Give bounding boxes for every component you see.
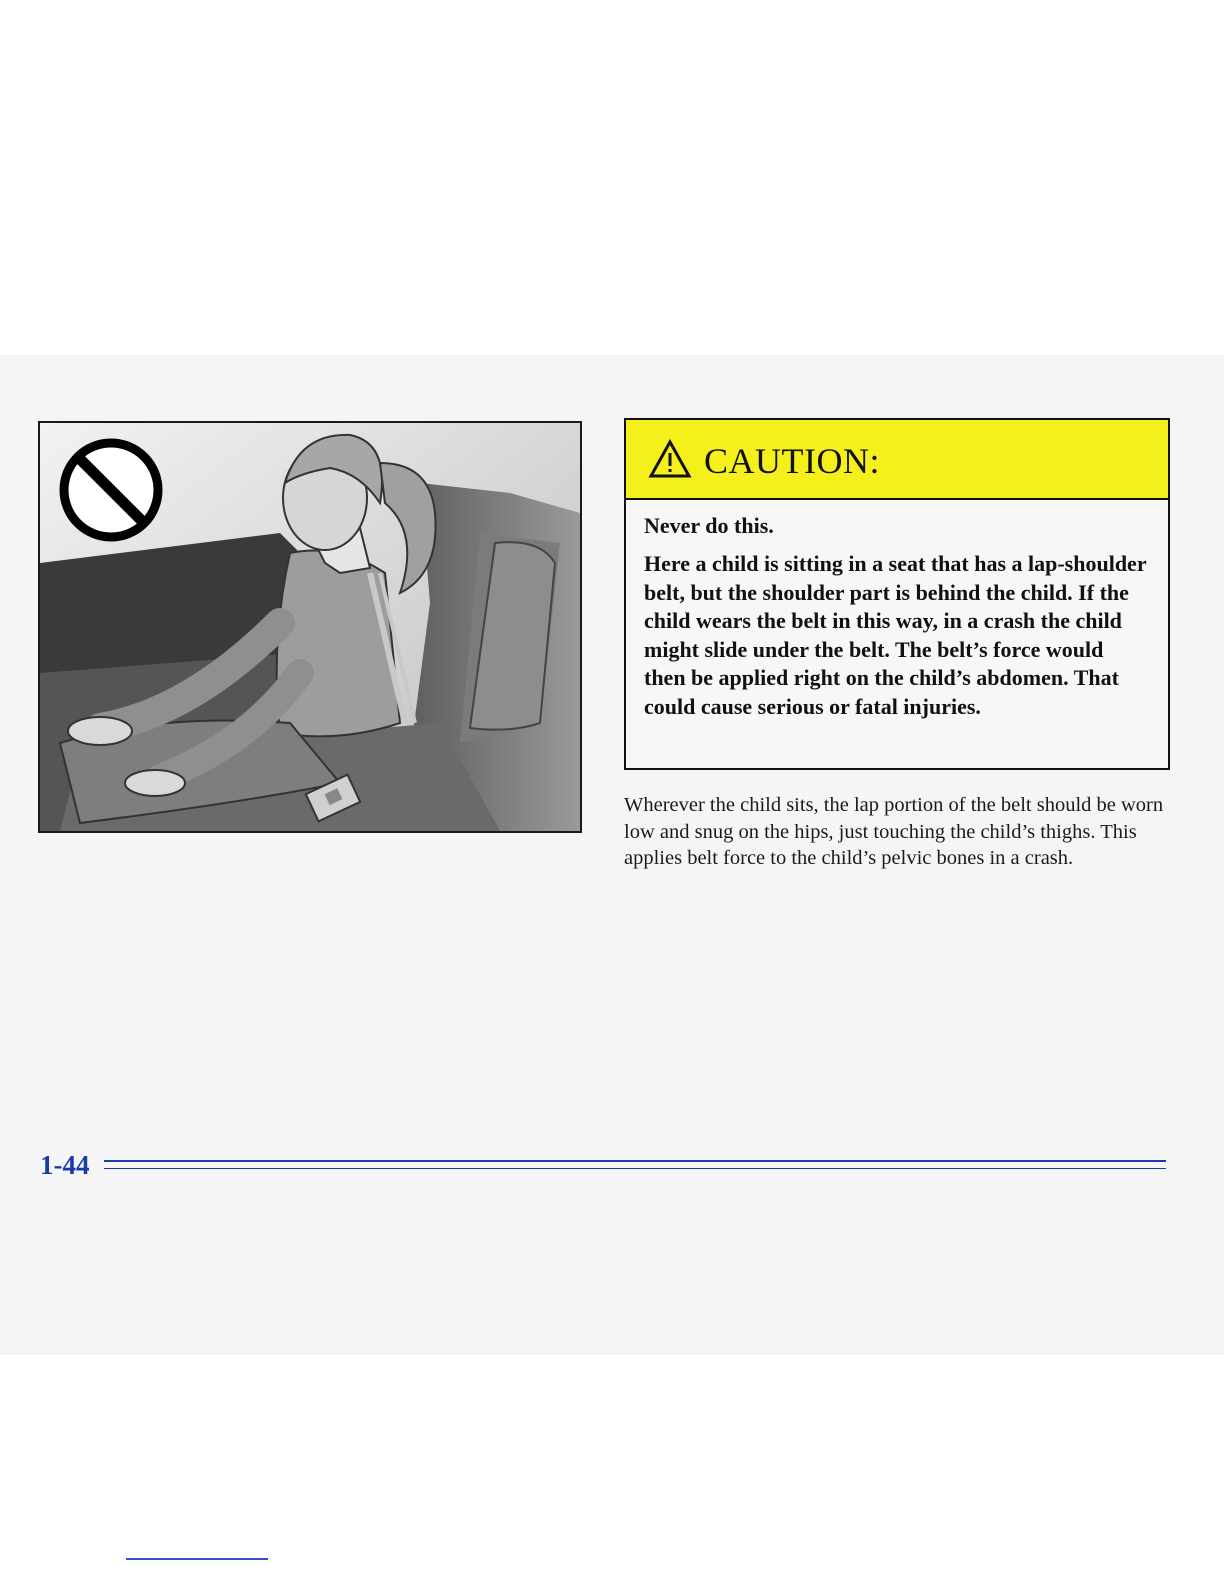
warning-triangle-icon xyxy=(648,439,692,479)
page-number: 1-44 xyxy=(40,1150,90,1180)
body-paragraph: Wherever the child sits, the lap portion of the belt should be worn low and snug on the hips, just touching the child’s thighs. This applies belt force to the child’s pelvic bones in a crash. xyxy=(624,794,1164,869)
caution-lead: Never do this. xyxy=(644,513,774,538)
child-seat-illustration xyxy=(38,421,582,833)
footer-rule-bottom xyxy=(104,1168,1166,1169)
caution-box xyxy=(624,418,1170,770)
caution-body xyxy=(626,500,1168,721)
caution-text: Here a child is sitting in a seat that has a lap-shoulder belt, but the shoulder part is behind the child. If the child wears the belt in this way, in a crash the child might slide under the belt. The belt’s force would then be applied right on the child’s abdomen. That could cause serious or fatal injuries. xyxy=(644,551,1147,719)
prohibition-icon xyxy=(56,435,166,545)
caution-title: CAUTION: xyxy=(704,441,880,481)
bottom-mark xyxy=(126,1558,268,1560)
caution-header xyxy=(626,420,1168,500)
footer-rule-top xyxy=(104,1160,1166,1162)
